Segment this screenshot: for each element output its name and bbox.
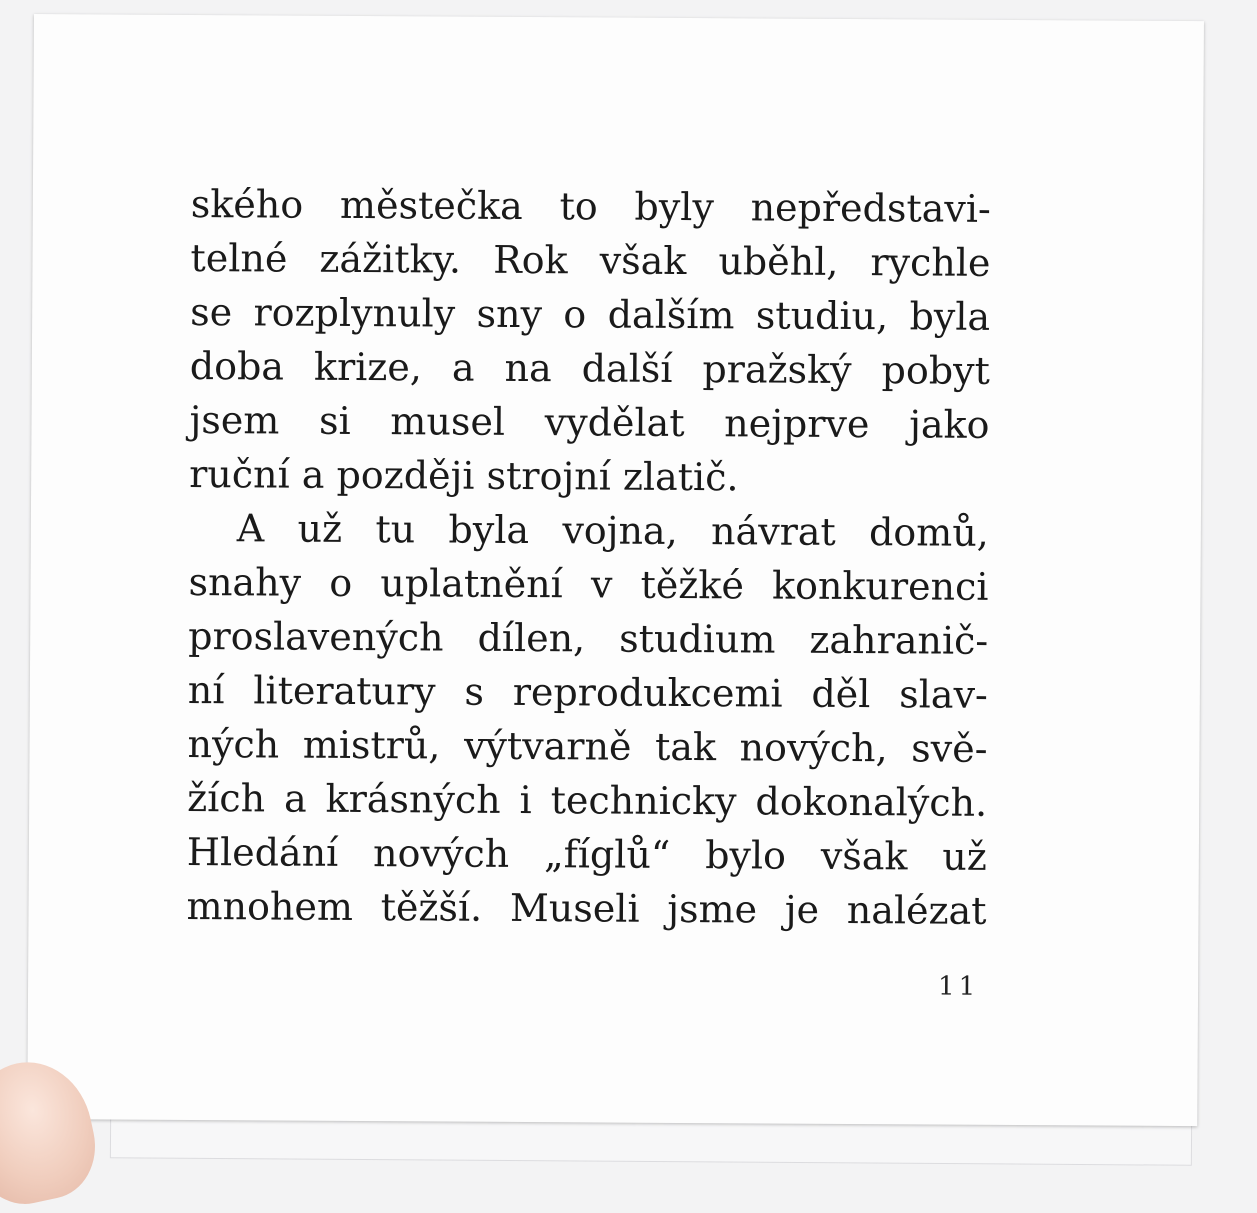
text-line: ruční a později strojní zlatič. [189, 451, 739, 500]
text-line: proslavených dílen, studium zahranič- [188, 613, 989, 663]
text-line: doba krize, a na další pražský pobyt [189, 343, 990, 393]
text-line: Hledání nových „fíglů“ bylo však už [186, 829, 988, 879]
text-line: se rozplynuly sny o dalším studiu, byla [190, 289, 991, 339]
text-line: ných mistrů, výtvarně tak nových, svě- [187, 721, 988, 771]
text-line: ského městečka to byly nepředstavi- [190, 181, 991, 231]
page-number: 11 [937, 971, 980, 1002]
text-line: jsem si musel vydělat nejprve jako [189, 397, 990, 447]
text-line: ní literatury s reprodukcemi děl slav- [187, 667, 988, 717]
body-text [186, 177, 991, 938]
text-line: snahy o uplatnění v těžké konkurenci [188, 559, 989, 609]
text-line: žích a krásných i technicky dokonalých. [187, 775, 988, 825]
book-page [27, 14, 1204, 1126]
text-line-paragraph-start: A už tu byla vojna, návrat domů, [236, 506, 989, 555]
text-line: mnohem těžší. Museli jsme je nalézat [186, 883, 987, 933]
text-line: telné zážitky. Rok však uběhl, rychle [190, 235, 991, 285]
